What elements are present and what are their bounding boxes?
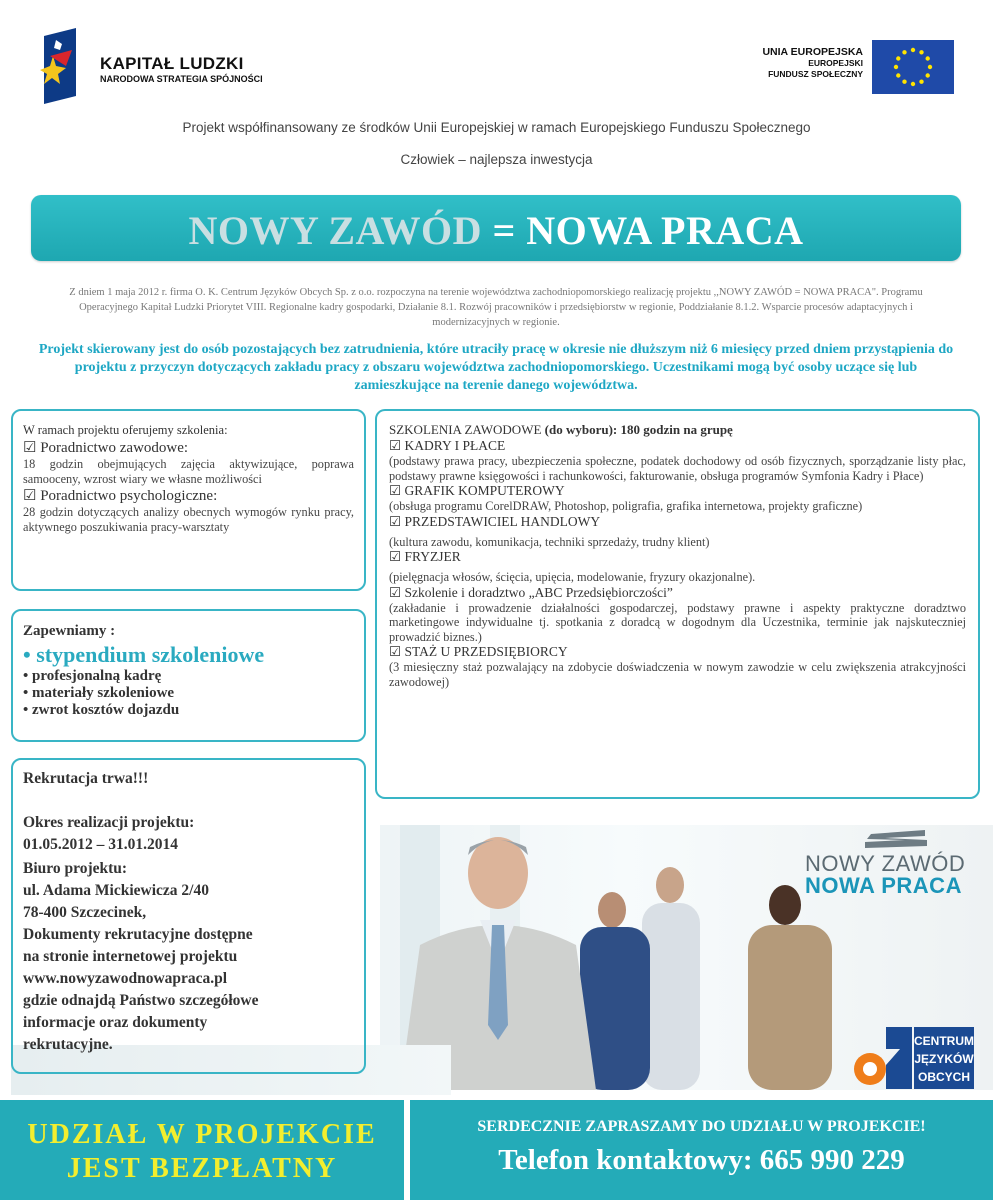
docs-line: na stronie internetowej projektu: [23, 948, 238, 965]
eu-text: [762, 46, 863, 80]
eu-star-icon: [928, 65, 932, 69]
benefits-title: Zapewniamy :: [23, 623, 116, 639]
title-banner: [31, 195, 961, 261]
info-line: informacje oraz dokumenty: [23, 1014, 208, 1031]
cjo-line1: CENTRUM: [914, 1034, 974, 1048]
cjo-line3: OBCYCH: [917, 1070, 971, 1084]
eu-line2: EUROPEJSKI: [808, 58, 863, 68]
vocational-item-name: ☑ STAŻ U PRZEDSIĘBIORCY: [389, 644, 568, 659]
kapital-ludzki-subtitle: NARODOWA STRATEGIA SPÓJNOŚCI: [100, 74, 263, 84]
eu-star-icon: [919, 50, 923, 54]
eu-line1: UNIA EUROPEJSKA: [762, 46, 863, 58]
vocational-item-name: ☑ GRAFIK KOMPUTEROWY: [389, 483, 565, 498]
nowy-zawod-logo-line1: NOWY ZAWÓD: [805, 851, 966, 876]
footer-phone[interactable]: Telefon kontaktowy: 665 990 229: [498, 1144, 905, 1176]
vocational-item-desc: (zakładanie i prowadzenie działalności gospodarczej, podstawy prawne i aspekty praktyczne doradztwo marketingowe indywidualne tj. spotkania z doradcą w dogodnym dla Uczestnika, terminie jak najskuteczniej prowadzić biznes.): [389, 600, 966, 644]
vocational-title-rest: (do wyboru): 180 godzin na grupę: [544, 422, 733, 437]
eu-star-icon: [911, 48, 915, 52]
footer-left-line2: JEST BEZPŁATNY: [66, 1153, 338, 1184]
eu-star-icon: [894, 65, 898, 69]
footer-left-line1: UDZIAŁ W PROJEKCIE: [27, 1119, 377, 1150]
intro-text: Z dniem 1 maja 2012 r. firma O. K. Centrum Języków Obcych Sp. z o.o. rozpoczyna na terenie województwa zachodniopomorskiego realizację projektu ,,NOWY ZAWÓD = NOWA PRACA". Programu Operacyjnego Kapitał Ludzki Priorytet VIII. Regionalne kadry gospodarki, Działanie 8.1. Rozwój pracowników i przedsiębiorstw w regionie, Poddziałanie 8.1.2. Wsparcie procesów adaptacyjnych i modernizacyjnych w regionie.: [69, 287, 923, 328]
office-label: Biuro projektu:: [23, 860, 128, 877]
motto: Człowiek – najlepsza inwestycja: [400, 152, 593, 167]
eu-star-icon: [896, 73, 900, 77]
kapital-ludzki-logo: [36, 26, 86, 106]
training-name: ☑ Poradnictwo zawodowe:: [23, 440, 189, 456]
vocational-item-desc: (pielęgnacja włosów, ścięcia, upięcia, modelowanie, fryzury okazjonalne).: [389, 570, 756, 584]
kapital-ludzki-title: KAPITAŁ LUDZKI: [100, 54, 244, 73]
eu-star-icon: [919, 80, 923, 84]
training-desc: 28 godzin dotyczących analizy obecnych wymogów rynku pracy, aktywnego poszukiwania pracy-warsztaty: [23, 505, 354, 534]
eu-star-icon: [902, 80, 906, 84]
vocational-item-desc: (obsługa programu CorelDRAW, Photoshop, poligrafia, grafika internetowa, projekty graficzne): [389, 499, 863, 513]
eu-flag-icon: [872, 40, 954, 94]
eu-star-icon: [911, 82, 915, 86]
benefits-highlight: • stypendium szkoleniowe: [23, 642, 265, 667]
vocational-item-name: ☑ PRZEDSTAWICIEL HANDLOWY: [389, 513, 601, 529]
vocational-item-name: ☑ FRYZJER: [389, 549, 461, 564]
footer-contact: [410, 1100, 993, 1200]
vocational-title: [389, 422, 966, 438]
vocational-trainings-box: [375, 409, 980, 799]
website-link[interactable]: www.nowyzawodnowapraca.pl: [23, 970, 228, 987]
benefit-item: • materiały szkoleniowe: [23, 685, 175, 701]
docs-line: Dokumenty rekrutacyjne dostępne: [23, 926, 253, 943]
vocational-item-desc: (3 miesięczny staż pozwalający na zdobycie doświadczenia w nowym zawodzie w celu zwiększenia atrakcyjności zawodowej): [389, 660, 966, 689]
benefit-item: • profesjonalną kadrę: [23, 668, 162, 684]
cofinancing-note: Projekt współfinansowany ze środków Unii Europejskiej w ramach Europejskiego Funduszu Społecznego: [182, 120, 811, 135]
banner-part1: NOWY ZAWÓD: [188, 208, 482, 253]
eu-star-icon: [926, 56, 930, 60]
centrum-jezykow-logo: [852, 1025, 974, 1089]
eu-line3: FUNDUSZ SPOŁECZNY: [768, 69, 863, 79]
period-value: 01.05.2012 – 31.01.2014: [23, 836, 178, 853]
office-city: 78-400 Szczecinek,: [23, 904, 147, 921]
vocational-item-name: ☑ Szkolenie i doradztwo „ABC Przedsiębiorczości”: [389, 584, 673, 600]
vocational-item-desc: (podstawy prawa pracy, ubezpieczenia społeczne, podatek dochodowy od osób fizycznych, sporządzanie listy płac, podstawy prawne księgowości i rachunkowości, fakturowanie, obsługa programów Symfonia Kadry i Płace): [389, 454, 966, 483]
banner-title: [188, 207, 803, 254]
target-group-text: Projekt skierowany jest do osób pozostających bez zatrudnienia, które utraciły pracę w okresie nie dłuższym niż 6 miesięcy przed dniem przystąpienia do projektu z przyczyn dotyczących zakładu pracy z obszaru województwa zachodniopomorskiego. Uczestnikami mogą być osoby uczące się lub zamieszkujące na terenie danego województwa.: [38, 342, 954, 393]
footer-invitation: SERDECZNIE ZAPRASZAMY DO UDZIAŁU W PROJEKCIE!: [477, 1118, 926, 1135]
training-desc: 18 godzin obejmujących zajęcia aktywizujące, poprawa samooceny, wzrost wiary we własne możliwości: [23, 457, 354, 486]
vocational-title-main: SZKOLENIA ZAWODOWE: [389, 422, 542, 437]
info-line: rekrutacyjne.: [23, 1036, 113, 1053]
vocational-item-name: ☑ KADRY I PŁACE: [389, 438, 506, 453]
benefits-box: [11, 609, 366, 742]
period-label: Okres realizacji projektu:: [23, 814, 195, 831]
cjo-line2: JĘZYKÓW: [914, 1052, 974, 1066]
nowy-zawod-logo-line2: NOWA PRACA: [805, 873, 962, 898]
benefit-item: • zwrot kosztów dojazdu: [23, 702, 180, 718]
eu-star-icon: [902, 50, 906, 54]
trainings-box: [11, 409, 366, 591]
banner-part2: = NOWA PRACA: [492, 208, 804, 253]
recruitment-box: [11, 758, 366, 1074]
vocational-item-desc: (kultura zawodu, komunikacja, techniki sprzedaży, trudny klient): [389, 534, 710, 549]
trainings-title: W ramach projektu oferujemy szkolenia:: [23, 423, 228, 437]
office-address: ul. Adama Mickiewicza 2/40: [23, 882, 209, 899]
eu-star-icon: [896, 56, 900, 60]
recruitment-status: Rekrutacja trwa!!!: [23, 770, 149, 787]
footer-free-participation: [0, 1100, 404, 1200]
eu-star-icon: [926, 73, 930, 77]
info-line: gdzie odnajdą Państwo szczegółowe: [23, 992, 259, 1009]
training-name: ☑ Poradnictwo psychologiczne:: [23, 488, 218, 504]
